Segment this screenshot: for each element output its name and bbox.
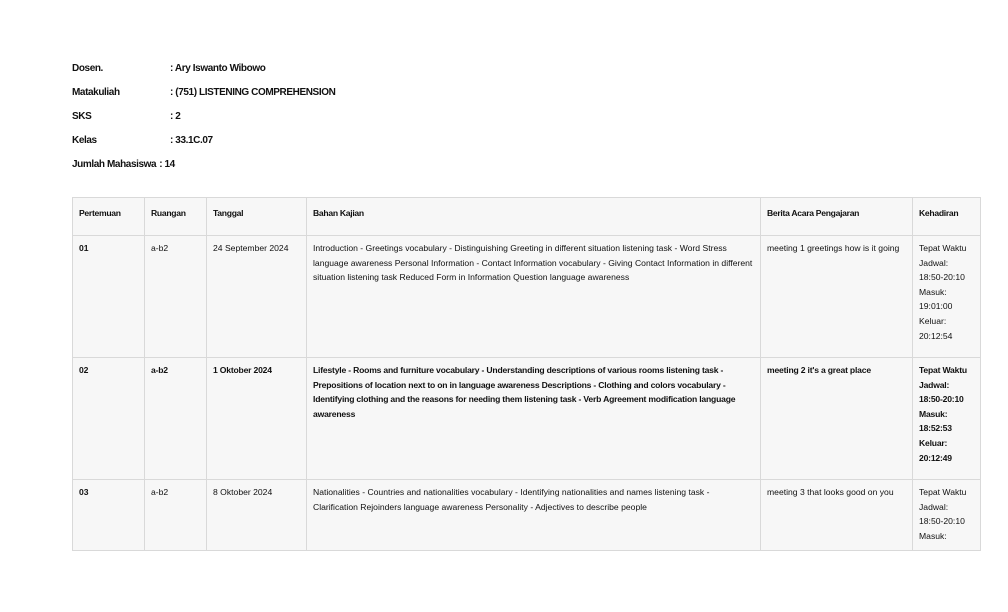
table-header-row (73, 198, 981, 236)
info-matakuliah-label: Matakuliah (72, 86, 120, 98)
table-row (73, 236, 981, 358)
attendance-jadwal: 18:50-20:10 (919, 516, 965, 527)
attendance-masuk: 18:52:53 (919, 423, 952, 434)
cell-pertemuan: 02 (73, 358, 145, 480)
attendance-keluar: 20:12:54 (919, 330, 953, 341)
attendance-keluar-label: Keluar: (919, 315, 947, 326)
attendance-masuk: 19:01:00 (919, 301, 953, 312)
info-kelas (72, 128, 335, 152)
cell-pertemuan: 03 (73, 480, 145, 551)
header-tanggal: Tanggal (207, 198, 307, 236)
meeting-table (72, 197, 981, 551)
course-info (72, 56, 335, 176)
attendance-status: Tepat Waktu (919, 365, 967, 375)
table-row (73, 480, 981, 551)
cell-pertemuan: 01 (73, 236, 145, 358)
attendance-keluar: 20:12:49 (919, 452, 952, 463)
info-kelas-value: : 33.1C.07 (170, 134, 213, 146)
attendance-masuk-label: Masuk: (919, 530, 947, 541)
attendance-keluar-label: Keluar: (919, 437, 948, 448)
header-ruangan: Ruangan (145, 198, 207, 236)
cell-bahan-kajian: Introduction - Greetings vocabulary - Distinguishing Greeting in different situation listening task - Word Stress language awareness Personal Information - Contact Information vocabulary - Giving Contact Information in different situation listening task Reduced Form in Information Question language awareness (307, 236, 761, 358)
cell-berita-acara: meeting 1 greetings how is it going (761, 236, 913, 358)
header-berita-acara: Berita Acara Pengajaran (761, 198, 913, 236)
cell-tanggal: 8 Oktober 2024 (207, 480, 307, 551)
info-matakuliah-value: : (751) LISTENING COMPREHENSION (170, 86, 336, 98)
info-sks-label: SKS (72, 110, 92, 122)
info-dosen (72, 56, 335, 80)
info-sks-value: : 2 (170, 110, 181, 122)
cell-kehadiran (913, 236, 981, 358)
cell-bahan-kajian: Lifestyle - Rooms and furniture vocabulary - Understanding descriptions of various rooms listening task - Prepositions of location next to on in language awareness Descriptions - Clothing and colors vocabulary - Identifying clothing and the reasons for needing them listening task - Verb Agreement modification language awareness (307, 358, 761, 480)
attendance-jadwal: 18:50-20:10 (919, 394, 964, 405)
attendance-jadwal-label: Jadwal: (919, 379, 950, 390)
info-sks (72, 104, 335, 128)
info-jumlah-label: Jumlah Mahasiswa (72, 158, 157, 170)
info-jumlah-value: : 14 (159, 158, 175, 170)
cell-berita-acara: meeting 3 that looks good on you (761, 480, 913, 551)
cell-tanggal: 24 September 2024 (207, 236, 307, 358)
attendance-jadwal-label: Jadwal: (919, 501, 949, 512)
cell-kehadiran (913, 480, 981, 551)
attendance-jadwal: 18:50-20:10 (919, 272, 965, 283)
header-bahan-kajian: Bahan Kajian (307, 198, 761, 236)
info-kelas-label: Kelas (72, 134, 97, 146)
cell-kehadiran (913, 358, 981, 480)
info-matakuliah (72, 80, 335, 104)
info-jumlah (72, 152, 335, 176)
info-dosen-value: : Ary Iswanto Wibowo (170, 62, 266, 74)
attendance-jadwal-label: Jadwal: (919, 257, 949, 268)
attendance-masuk-label: Masuk: (919, 408, 948, 419)
header-kehadiran: Kehadiran (913, 198, 981, 236)
cell-bahan-kajian: Nationalities - Countries and nationalities vocabulary - Identifying nationalities and names listening task - Clarification Rejoinders language awareness Personality - Adjectives to describe people (307, 480, 761, 551)
cell-tanggal: 1 Oktober 2024 (207, 358, 307, 480)
attendance-status: Tepat Waktu (919, 487, 967, 497)
attendance-status: Tepat Waktu (919, 243, 967, 253)
table-row (73, 358, 981, 480)
cell-ruangan: a-b2 (145, 480, 207, 551)
cell-berita-acara: meeting 2 it's a great place (761, 358, 913, 480)
cell-ruangan: a-b2 (145, 236, 207, 358)
cell-ruangan: a-b2 (145, 358, 207, 480)
header-pertemuan: Pertemuan (73, 198, 145, 236)
attendance-masuk-label: Masuk: (919, 286, 947, 297)
info-dosen-label: Dosen. (72, 62, 103, 74)
